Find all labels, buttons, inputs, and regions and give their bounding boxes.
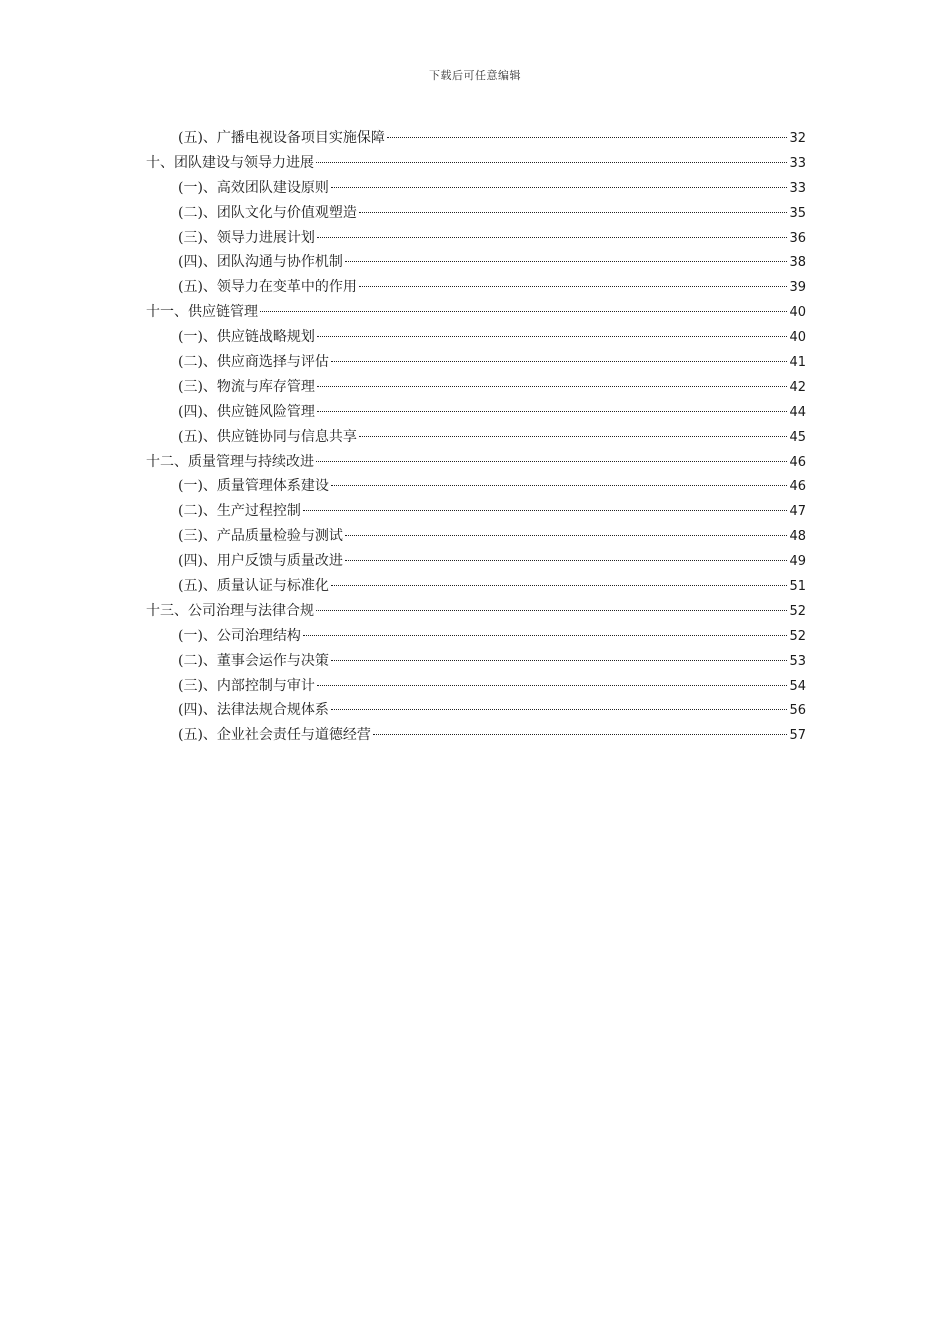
toc-page-number: 36 — [789, 230, 806, 246]
toc-page-number: 46 — [789, 479, 806, 495]
toc-section-entry[interactable] — [146, 723, 806, 748]
toc-entry-title: (四)、用户反馈与质量改进 — [178, 553, 343, 570]
toc-section-entry[interactable] — [146, 275, 806, 300]
toc-page-number: 33 — [789, 155, 806, 171]
toc-dot-leader — [345, 261, 788, 262]
toc-dot-leader — [316, 162, 787, 163]
toc-entry-title: (五)、领导力在变革中的作用 — [178, 279, 357, 296]
toc-entry-title: 十三、公司治理与法律合规 — [146, 602, 314, 619]
toc-page-number: 41 — [789, 355, 806, 371]
toc-entry-title: (五)、质量认证与标准化 — [178, 578, 329, 595]
toc-section-entry[interactable] — [146, 674, 806, 699]
toc-page-number: 33 — [789, 180, 806, 196]
toc-page-number: 53 — [789, 653, 806, 669]
toc-dot-leader — [317, 237, 788, 238]
toc-dot-leader — [373, 734, 788, 735]
toc-section-entry[interactable] — [146, 375, 806, 400]
toc-page-number: 52 — [789, 603, 806, 619]
toc-entry-title: (四)、供应链风险管理 — [178, 403, 315, 420]
toc-section-entry[interactable] — [146, 350, 806, 375]
toc-entry-title: (二)、供应商选择与评估 — [178, 354, 329, 371]
toc-dot-leader — [316, 610, 787, 611]
toc-dot-leader — [303, 510, 788, 511]
toc-section-entry[interactable] — [146, 325, 806, 350]
toc-dot-leader — [317, 411, 788, 412]
toc-page-number: 40 — [789, 330, 806, 346]
toc-section-entry[interactable] — [146, 574, 806, 599]
toc-page-number: 47 — [789, 504, 806, 520]
toc-entry-title: (一)、质量管理体系建设 — [178, 478, 329, 495]
toc-section-entry[interactable] — [146, 400, 806, 425]
toc-page-number: 38 — [789, 255, 806, 271]
toc-page-number: 39 — [789, 280, 806, 296]
toc-dot-leader — [345, 560, 788, 561]
toc-dot-leader — [260, 311, 787, 312]
toc-section-entry[interactable] — [146, 549, 806, 574]
toc-section-entry[interactable] — [146, 624, 806, 649]
toc-page-number: 48 — [789, 529, 806, 545]
toc-entry-title: (五)、广播电视设备项目实施保障 — [178, 130, 385, 146]
toc-dot-leader — [331, 485, 788, 486]
toc-page-number: 42 — [789, 379, 806, 395]
toc-dot-leader — [317, 386, 788, 387]
toc-entry-title: (四)、法律法规合规体系 — [178, 702, 329, 719]
toc-entry-title: (二)、董事会运作与决策 — [178, 652, 329, 669]
toc-dot-leader — [317, 685, 788, 686]
toc-page-number: 54 — [789, 678, 806, 694]
toc-section-entry[interactable] — [146, 524, 806, 549]
table-of-contents — [146, 126, 806, 748]
toc-dot-leader — [331, 709, 788, 710]
toc-section-entry[interactable] — [146, 226, 806, 251]
toc-page-number: 32 — [789, 131, 806, 146]
toc-entry-title: 十一、供应链管理 — [146, 304, 258, 321]
toc-section-entry[interactable] — [146, 250, 806, 275]
toc-entry-title: (一)、供应链战略规划 — [178, 329, 315, 346]
toc-page-number: 52 — [789, 628, 806, 644]
toc-page-number: 44 — [789, 404, 806, 420]
toc-entry-title: (二)、团队文化与价值观塑造 — [178, 204, 357, 221]
toc-chapter-entry[interactable] — [146, 450, 806, 475]
toc-page-number: 49 — [789, 554, 806, 570]
toc-entry-title: (三)、内部控制与审计 — [178, 677, 315, 694]
toc-dot-leader — [317, 336, 788, 337]
toc-entry-title: (一)、公司治理结构 — [178, 627, 301, 644]
toc-chapter-entry[interactable] — [146, 300, 806, 325]
toc-page-number: 46 — [789, 454, 806, 470]
toc-section-entry[interactable] — [146, 126, 806, 151]
toc-entry-title: (三)、产品质量检验与测试 — [178, 528, 343, 545]
toc-dot-leader — [331, 187, 788, 188]
toc-page-number: 51 — [789, 579, 806, 595]
toc-entry-title: (四)、团队沟通与协作机制 — [178, 254, 343, 271]
toc-dot-leader — [359, 436, 788, 437]
toc-page-number: 35 — [789, 205, 806, 221]
toc-page-number: 57 — [789, 728, 806, 744]
toc-entry-title: 十、团队建设与领导力进展 — [146, 154, 314, 171]
toc-entry-title: (一)、高效团队建设原则 — [178, 179, 329, 196]
toc-entry-title: (三)、领导力进展计划 — [178, 229, 315, 246]
toc-dot-leader — [303, 635, 788, 636]
toc-section-entry[interactable] — [146, 474, 806, 499]
toc-dot-leader — [316, 461, 787, 462]
toc-chapter-entry[interactable] — [146, 151, 806, 176]
toc-page-number: 56 — [789, 703, 806, 719]
toc-entry-title: 十二、质量管理与持续改进 — [146, 453, 314, 470]
toc-entry-title: (三)、物流与库存管理 — [178, 378, 315, 395]
toc-section-entry[interactable] — [146, 649, 806, 674]
toc-dot-leader — [331, 660, 788, 661]
toc-dot-leader — [359, 286, 788, 287]
toc-page-number: 45 — [789, 429, 806, 445]
toc-dot-leader — [331, 585, 788, 586]
toc-section-entry[interactable] — [146, 176, 806, 201]
toc-section-entry[interactable] — [146, 201, 806, 226]
toc-dot-leader — [359, 212, 788, 213]
toc-entry-title: (五)、企业社会责任与道德经营 — [178, 727, 371, 744]
toc-section-entry[interactable] — [146, 698, 806, 723]
toc-section-entry[interactable] — [146, 499, 806, 524]
header-note: 下载后可任意编辑 — [429, 69, 521, 82]
toc-dot-leader — [345, 535, 788, 536]
toc-chapter-entry[interactable] — [146, 599, 806, 624]
toc-page-number: 40 — [789, 305, 806, 321]
toc-entry-title: (二)、生产过程控制 — [178, 503, 301, 520]
toc-entry-title: (五)、供应链协同与信息共享 — [178, 428, 357, 445]
toc-dot-leader — [387, 137, 788, 138]
toc-section-entry[interactable] — [146, 425, 806, 450]
toc-dot-leader — [331, 361, 788, 362]
